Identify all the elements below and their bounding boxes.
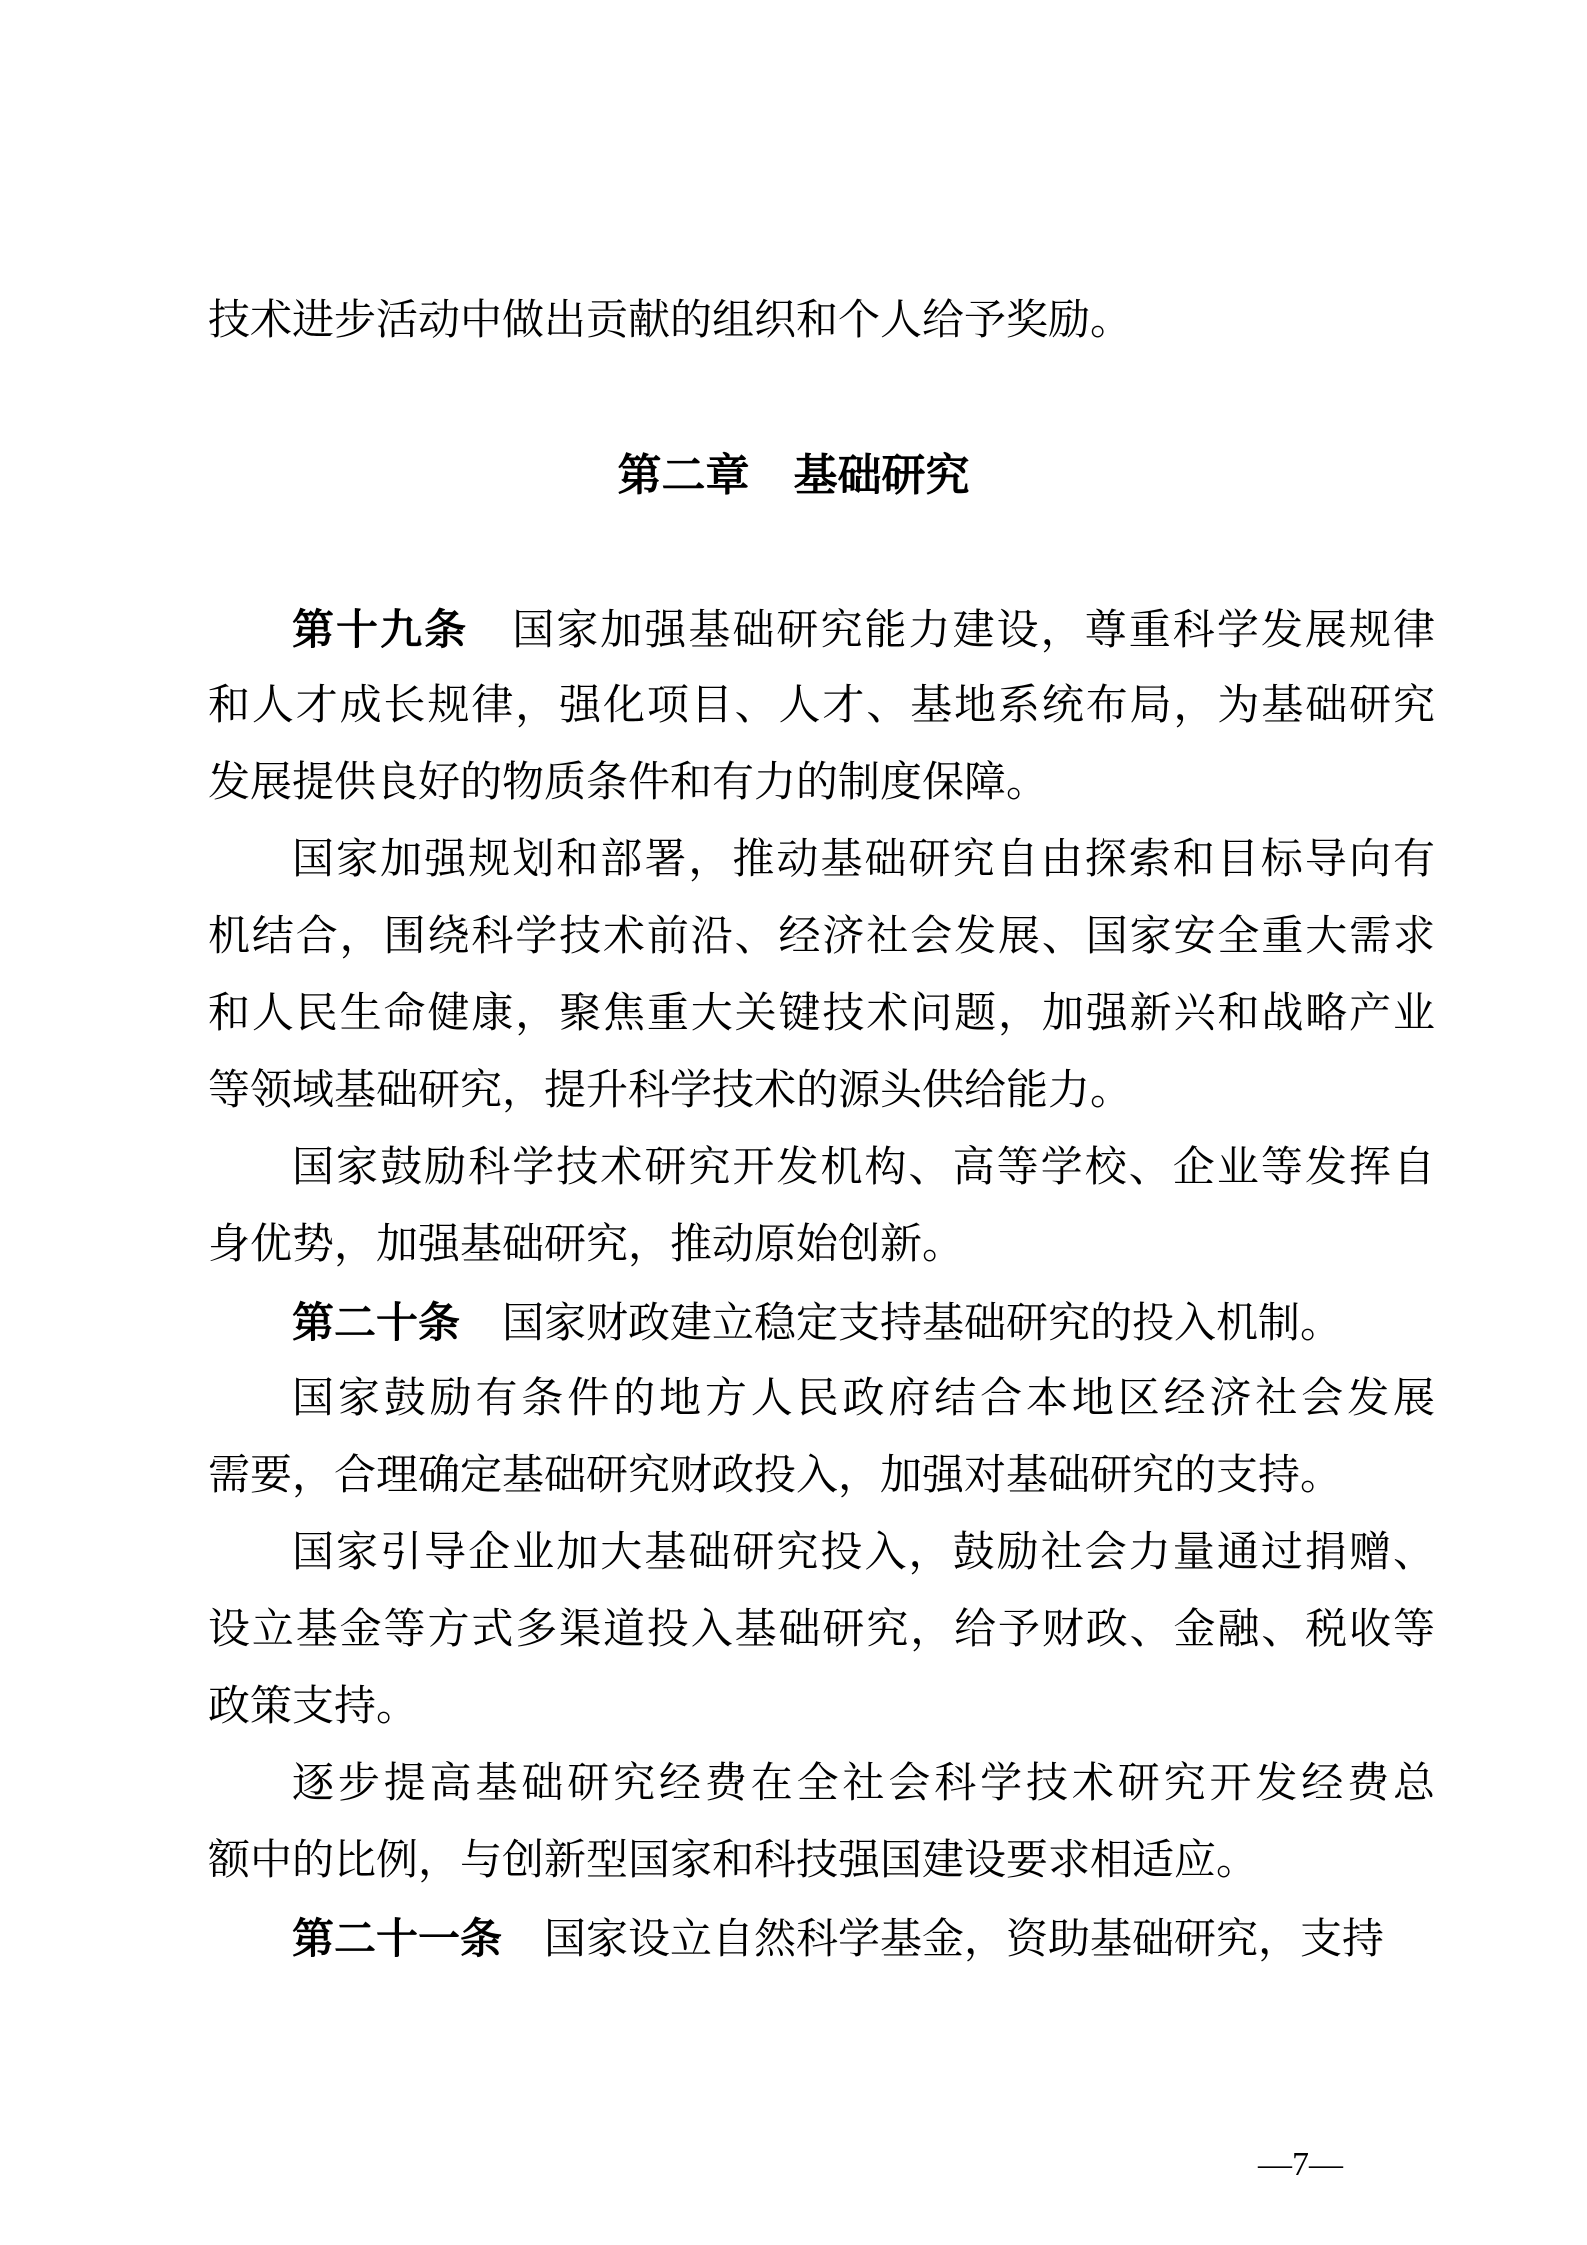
line-text: 和人民生命健康，聚焦重大关键技术问题，加强新兴和战略产业 (208, 991, 1435, 1037)
text-line (208, 1515, 1435, 1592)
article-number: 第十九条 (292, 606, 469, 653)
line-text: 身优势，加强基础研究，推动原始创新。 (208, 1222, 965, 1268)
text-line (208, 822, 1435, 899)
line-text: 和人才成长规律，强化项目、人才、基地系统布局，为基础研究 (208, 683, 1435, 729)
text-line (208, 745, 1435, 822)
line-text: 国家加强规划和部署，推动基础研究自由探索和目标导向有 (292, 837, 1435, 883)
line-text: 等领域基础研究，提升科学技术的源头供给能力。 (208, 1068, 1133, 1114)
line-text: 政策支持。 (208, 1684, 419, 1730)
line-text: 发展提供良好的物质条件和有力的制度保障。 (208, 760, 1049, 806)
text-line (208, 1361, 1435, 1438)
text-line (208, 1823, 1435, 1900)
line-text: 需要，合理确定基础研究财政投入，加强对基础研究的支持。 (208, 1453, 1343, 1499)
text-line (208, 1284, 1435, 1361)
line-text: 国家加强基础研究能力建设，尊重科学发展规律 (468, 608, 1435, 654)
article-number: 第二十条 (292, 1299, 461, 1346)
line-text: 国家设立自然科学基金，资助基础研究，支持 (502, 1917, 1385, 1963)
text-line (208, 1592, 1435, 1669)
line-text: 国家鼓励有条件的地方人民政府结合本地区经济社会发展 (292, 1376, 1435, 1422)
line-text: 国家引导企业加大基础研究投入，鼓励社会力量通过捐赠、 (292, 1530, 1435, 1576)
text-line (208, 976, 1435, 1053)
line-text: 逐步提高基础研究经费在全社会科学技术研究开发经费总 (292, 1761, 1435, 1807)
page-number: —7— (1258, 2146, 1343, 2183)
line-text: 技术进步活动中做出贡献的组织和个人给予奖励。 (208, 298, 1133, 344)
text-line (208, 668, 1435, 745)
text-line (208, 1746, 1435, 1823)
text-line (208, 1053, 1435, 1130)
article-number: 第二十一条 (292, 1915, 503, 1962)
line-text: 国家鼓励科学技术研究开发机构、高等学校、企业等发挥自 (292, 1145, 1435, 1191)
text-line (208, 283, 1435, 360)
text-line (208, 1669, 1435, 1746)
text-line (208, 1130, 1435, 1207)
line-text: 机结合，围绕科学技术前沿、经济社会发展、国家安全重大需求 (208, 914, 1435, 960)
chapter-heading: 第二章 基础研究 (617, 451, 970, 500)
text-line (208, 1207, 1435, 1284)
text-line (208, 1438, 1435, 1515)
line-text: 额中的比例，与创新型国家和科技强国建设要求相适应。 (208, 1838, 1259, 1884)
text-line (208, 1900, 1435, 1977)
text-line (208, 899, 1435, 976)
line-text: 设立基金等方式多渠道投入基础研究，给予财政、金融、税收等 (208, 1607, 1435, 1653)
line-text: 国家财政建立稳定支持基础研究的投入机制。 (460, 1301, 1343, 1347)
text-line (208, 591, 1435, 668)
